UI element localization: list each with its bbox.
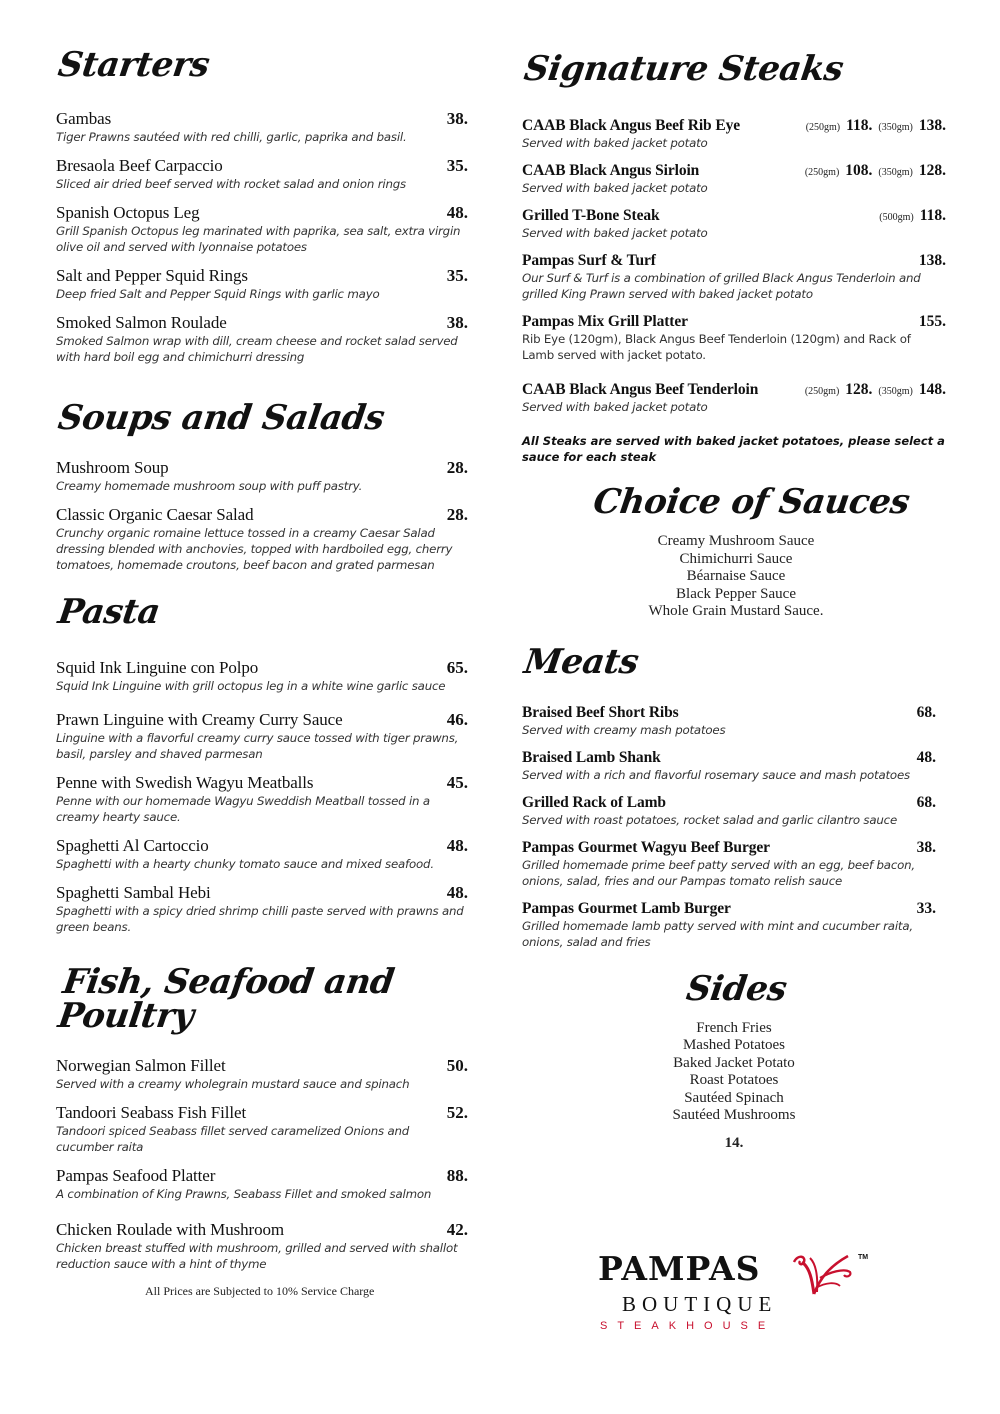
weight-label: (350gm)	[878, 122, 913, 133]
item-desc: Crunchy organic romaine lettuce tossed in a creamy Caesar Salad dressing blended with anchovies, topped with hardboiled egg, cherry tomatoes, homemade croutons, beef bacon and grated parmesan	[56, 526, 453, 572]
item-price: 50.	[446, 1056, 468, 1075]
section-title: Pasta	[55, 592, 163, 632]
logo-main-text: PAMPAS	[598, 1249, 761, 1288]
item-price: 138.	[918, 117, 946, 134]
item-desc: A combination of King Prawns, Seabass Fillet and smoked salmon	[56, 1187, 432, 1201]
item-desc: Tandoori spiced Seabass fillet served caramelized Onions and cucumber raita	[56, 1124, 410, 1154]
item-price: 68.	[916, 793, 936, 811]
item-price: 68.	[916, 703, 936, 721]
menu-item	[522, 117, 946, 151]
item-price: 45.	[446, 773, 468, 792]
item-name: Spaghetti Sambal Hebi	[56, 883, 211, 902]
menu-item	[522, 704, 946, 738]
item-desc: Deep fried Salt and Pepper Squid Rings with garlic mayo	[56, 287, 380, 301]
price-group	[806, 117, 946, 135]
menu-item	[522, 381, 946, 415]
sauce-item: Whole Grain Mustard Sauce.	[648, 603, 824, 619]
menu-item	[522, 313, 946, 363]
item-desc: Served with baked jacket potato	[522, 400, 708, 414]
menu-item	[522, 162, 946, 196]
price-group	[805, 162, 946, 180]
sides-list	[522, 1020, 946, 1153]
item-price: 35.	[446, 266, 468, 285]
section-title: Fish, Seafood and Poultry	[55, 962, 397, 1036]
menu-item	[56, 1056, 468, 1092]
item-name: Spaghetti Al Cartoccio	[56, 836, 209, 855]
menu-item	[522, 252, 946, 302]
section-pasta	[55, 592, 468, 935]
item-desc: Spaghetti with a hearty chunky tomato sauce and mixed seafood.	[56, 857, 434, 871]
item-desc: Our Surf & Turf is a combination of grilled Black Angus Tenderloin and grilled King Prawn served with baked jacket potato	[522, 271, 921, 301]
item-name: Pampas Gourmet Lamb Burger	[522, 899, 731, 917]
logo-steakhouse-text: STEAKHOUSE	[600, 1320, 776, 1332]
item-desc: Smoked Salmon wrap with dill, cream cheese and rocket salad served with hard boil egg and chimichurri dressing	[56, 334, 458, 364]
item-desc: Spaghetti with a spicy dried shrimp chilli paste served with prawns and green beans.	[56, 904, 464, 934]
side-item: French Fries	[696, 1019, 772, 1036]
item-desc: Grill Spanish Octopus leg marinated with paprika, sea salt, extra virgin olive oil and served with lyonnaise potatoes	[56, 224, 461, 254]
item-price: 38.	[446, 109, 468, 128]
side-item: Baked Jacket Potato	[673, 1054, 795, 1071]
section-title: Soups and Salads	[55, 398, 387, 438]
sauce-item: Béarnaise Sauce	[686, 568, 786, 584]
menu-item	[56, 458, 468, 494]
section-title: Signature Steaks	[521, 49, 846, 89]
section-title: Choice of Sauces	[590, 482, 912, 522]
weight-label: (250gm)	[804, 386, 840, 397]
item-desc: Served with a creamy wholegrain mustard sauce and spinach	[56, 1077, 410, 1091]
weight-label: (250gm)	[805, 122, 841, 133]
item-desc: Served with baked jacket potato	[522, 226, 708, 240]
item-price: 148.	[918, 381, 946, 398]
item-name: Prawn Linguine with Creamy Curry Sauce	[56, 710, 343, 729]
item-price: 35.	[446, 156, 468, 175]
item-price: 28.	[446, 458, 468, 477]
left-column	[55, 45, 468, 1272]
item-price: 33.	[916, 899, 936, 917]
item-desc: Squid Ink Linguine with grill octopus leg in a white wine garlic sauce	[56, 679, 446, 693]
item-name: Braised Beef Short Ribs	[522, 703, 679, 721]
item-name: Pampas Mix Grill Platter	[522, 313, 688, 330]
item-name: Gambas	[56, 109, 112, 128]
menu-item	[56, 505, 468, 573]
item-price: 118.	[919, 207, 946, 224]
menu-item	[56, 109, 468, 145]
sauces-list	[522, 533, 946, 621]
item-name: Spanish Octopus Leg	[56, 203, 200, 222]
weight-label: (250gm)	[804, 167, 840, 178]
side-item: Sautéed Mushrooms	[672, 1107, 796, 1123]
item-price: 128.	[845, 381, 873, 398]
price-group	[879, 207, 946, 225]
menu-item	[56, 156, 468, 192]
section-meats	[521, 641, 946, 950]
item-desc: Penne with our homemade Wagyu Sweddish Meatball tossed in a creamy hearty sauce.	[56, 794, 430, 824]
menu-item	[522, 900, 946, 950]
menu-item	[522, 794, 946, 828]
item-name: Penne with Swedish Wagyu Meatballs	[56, 773, 314, 792]
item-desc: Served with a rich and flavorful rosemary sauce and mash potatoes	[522, 767, 910, 782]
menu-item	[56, 710, 468, 762]
item-price: 155.	[918, 313, 946, 330]
item-price: 88.	[446, 1166, 468, 1185]
sauce-item: Black Pepper Sauce	[676, 585, 796, 602]
item-desc: Tiger Prawns sautéed with red chilli, garlic, paprika and basil.	[56, 130, 407, 144]
menu-item	[56, 658, 468, 694]
weight-label: (350gm)	[878, 386, 913, 397]
steaks-note: All Steaks are served with baked jacket potatoes, please select a sauce for each steak	[522, 434, 945, 464]
weight-label: (500gm)	[879, 212, 914, 223]
item-price: 46.	[446, 710, 468, 729]
item-price: 138.	[918, 252, 946, 269]
item-price: 65.	[446, 658, 468, 677]
section-choice-of-sauces	[522, 482, 946, 621]
item-name: Bresaola Beef Carpaccio	[56, 156, 223, 175]
item-price: 108.	[845, 162, 873, 179]
item-desc: Served with roast potatoes, rocket salad and garlic cilantro sauce	[522, 812, 898, 827]
section-title: Meats	[521, 641, 641, 682]
item-name: CAAB Black Angus Beef Tenderloin	[522, 381, 759, 398]
item-name: Norwegian Salmon Fillet	[56, 1056, 226, 1075]
item-name: Pampas Seafood Platter	[56, 1166, 216, 1185]
side-item: Sautéed Spinach	[684, 1089, 784, 1106]
weight-label: (350gm)	[878, 167, 913, 178]
item-name: CAAB Black Angus Sirloin	[522, 162, 700, 179]
menu-item	[56, 1103, 468, 1155]
flourish-emblem-icon	[790, 1248, 854, 1298]
right-column	[521, 49, 946, 1152]
item-desc: Sliced air dried beef served with rocket salad and onion rings	[56, 177, 406, 191]
logo-sub-text: BOUTIQUE	[622, 1292, 778, 1316]
menu-item	[56, 1220, 468, 1272]
section-title: Starters	[55, 45, 212, 85]
item-desc: Creamy homemade mushroom soup with puff pastry.	[56, 479, 363, 493]
sauce-item: Chimichurri Sauce	[679, 550, 793, 567]
menu-item	[522, 839, 946, 889]
item-price: 38.	[446, 313, 468, 332]
item-name: Smoked Salmon Roulade	[56, 313, 227, 332]
menu-item	[56, 203, 468, 255]
section-soups-salads	[55, 398, 468, 573]
item-name: Pampas Gourmet Wagyu Beef Burger	[522, 838, 770, 856]
section-title: Sides	[683, 968, 789, 1009]
item-name: Classic Organic Caesar Salad	[56, 505, 254, 524]
menu-item	[56, 266, 468, 302]
item-name: CAAB Black Angus Beef Rib Eye	[522, 117, 740, 134]
menu-item	[56, 773, 468, 825]
trademark-label: TM	[858, 1254, 869, 1261]
item-name: Chicken Roulade with Mushroom	[56, 1220, 284, 1239]
item-name: Braised Lamb Shank	[522, 748, 661, 766]
item-desc: Served with baked jacket potato	[522, 181, 708, 195]
item-desc: Rib Eye (120gm), Black Angus Beef Tenderloin (120gm) and Rack of Lamb served with jacket potato.	[522, 332, 911, 362]
menu-item	[56, 1166, 468, 1202]
item-price: 48.	[446, 836, 468, 855]
item-price: 48.	[446, 203, 468, 222]
item-name: Grilled T-Bone Steak	[522, 207, 660, 224]
item-desc: Served with baked jacket potato	[522, 136, 708, 150]
item-price: 118.	[846, 117, 873, 134]
item-name: Tandoori Seabass Fish Fillet	[56, 1103, 247, 1122]
item-desc: Chicken breast stuffed with mushroom, grilled and served with shallot reduction sauce with a hint of thyme	[56, 1241, 458, 1271]
menu-item	[56, 313, 468, 365]
item-price: 38.	[916, 838, 936, 856]
section-fish-seafood-poultry	[55, 962, 468, 1272]
menu-item	[56, 836, 468, 872]
service-charge-note: All Prices are Subjected to 10% Service Charge	[145, 1284, 375, 1298]
item-name: Mushroom Soup	[56, 458, 169, 477]
item-desc: Grilled homemade lamb patty served with mint and cucumber raita, onions, salad and fries	[522, 918, 913, 949]
item-name: Salt and Pepper Squid Rings	[56, 266, 248, 285]
section-sides	[522, 968, 946, 1153]
item-name: Pampas Surf & Turf	[522, 252, 656, 269]
menu-item	[56, 883, 468, 935]
item-price: 28.	[446, 505, 468, 524]
item-name: Grilled Rack of Lamb	[522, 793, 666, 811]
item-desc: Served with creamy mash potatoes	[522, 722, 726, 737]
price-group	[805, 381, 946, 399]
sauce-item: Creamy Mushroom Sauce	[657, 533, 815, 549]
section-signature-steaks	[521, 49, 946, 465]
side-item: Roast Potatoes	[689, 1072, 779, 1088]
item-name: Squid Ink Linguine con Polpo	[56, 658, 259, 677]
pampas-logo	[598, 1248, 868, 1338]
menu-item	[522, 207, 946, 241]
item-desc: Linguine with a flavorful creamy curry sauce tossed with tiger prawns, basil, parsley and shaved parmesan	[56, 731, 459, 761]
sides-price: 14.	[724, 1134, 744, 1151]
item-price: 128.	[918, 162, 946, 179]
item-price: 48.	[446, 883, 468, 902]
side-item: Mashed Potatoes	[682, 1037, 786, 1053]
item-desc: Grilled homemade prime beef patty served with an egg, beef bacon, onions, salad, fries and our Pampas tomato relish sauce	[522, 857, 915, 888]
menu-item	[522, 749, 946, 783]
section-starters	[55, 45, 468, 365]
item-price: 52.	[446, 1103, 468, 1122]
item-price: 48.	[916, 748, 936, 766]
item-price: 42.	[446, 1220, 468, 1239]
